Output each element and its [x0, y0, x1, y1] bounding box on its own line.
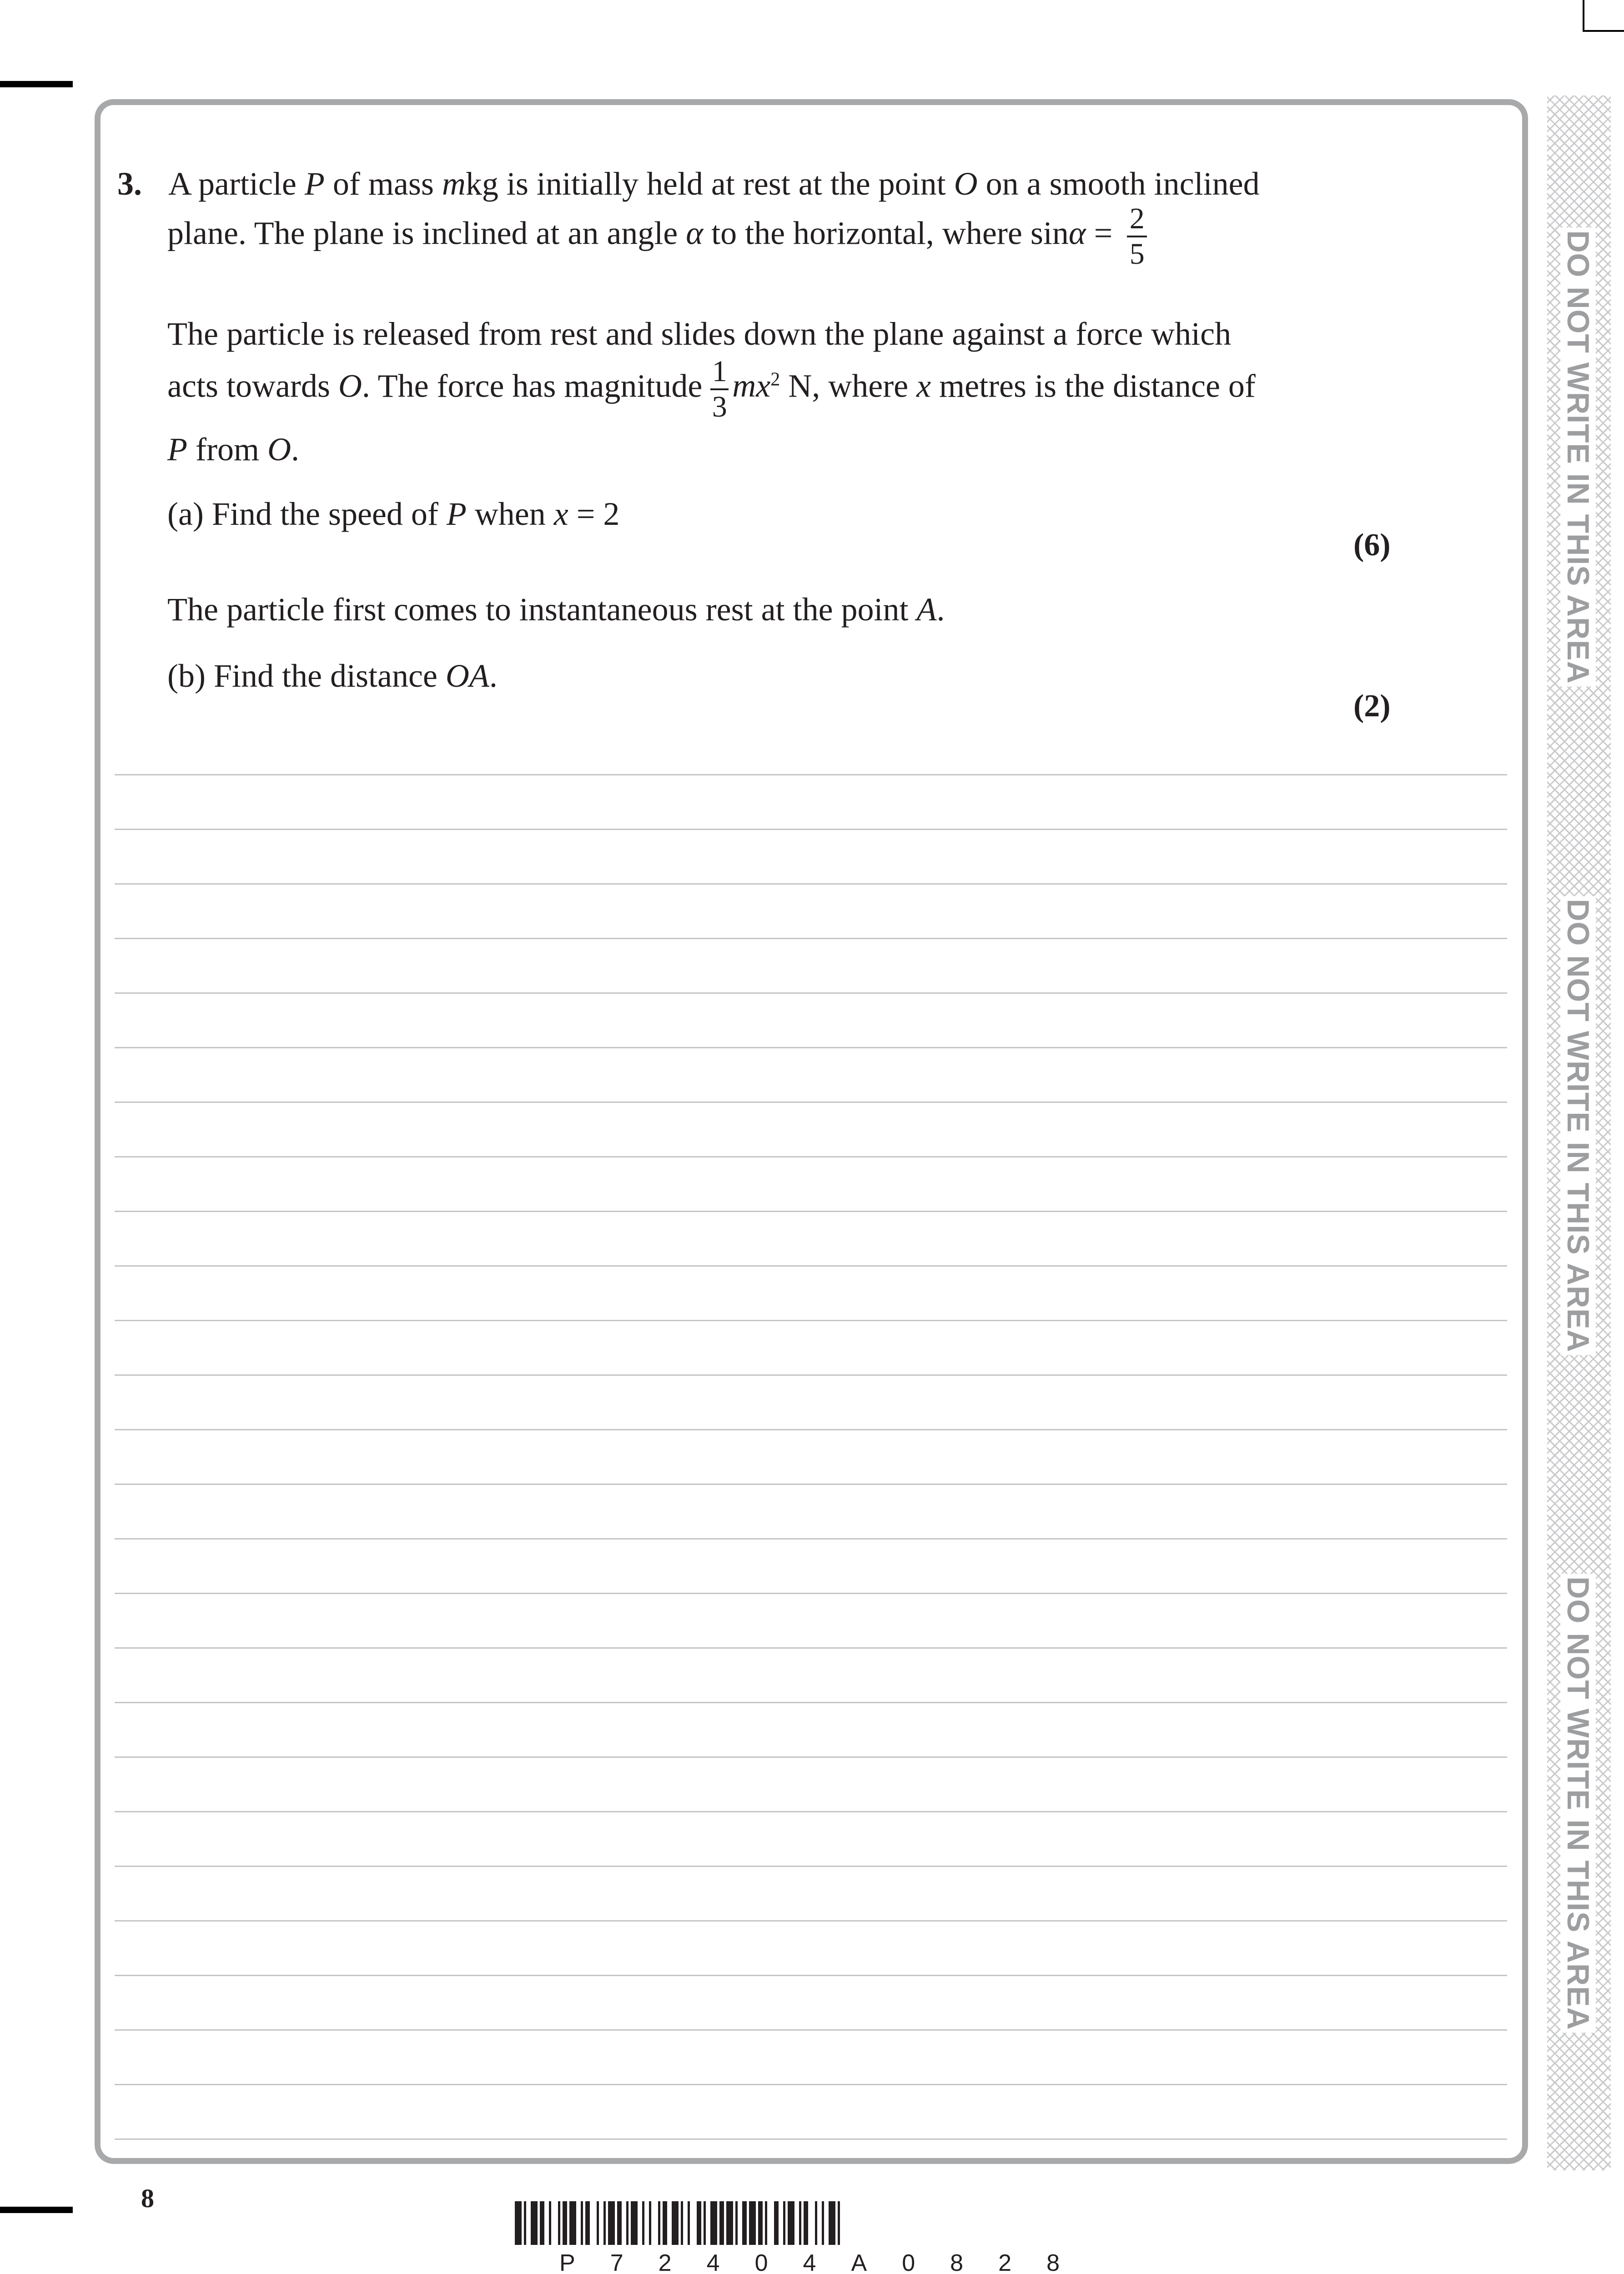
barcode [514, 2201, 1105, 2245]
answer-line[interactable] [115, 1756, 1507, 1758]
barcode-bar [681, 2201, 683, 2245]
barcode-bar [742, 2201, 747, 2245]
barcode-bar [658, 2201, 660, 2245]
question-line-4: acts towards O. The force has magnitude $\frac{1}{3}$ $mx^2$ N, where x metres is the distance of [167, 355, 1256, 423]
barcode-bar [799, 2201, 801, 2245]
page-number: 8 [141, 2183, 154, 2213]
barcode-bar [617, 2201, 622, 2245]
crop-mark-top-left [0, 81, 73, 87]
barcode-bar [569, 2201, 576, 2245]
answer-line[interactable] [115, 1429, 1507, 1430]
barcode-char: 8 [950, 2250, 964, 2274]
answer-line[interactable] [115, 1811, 1507, 1812]
answer-line[interactable] [115, 2138, 1507, 2140]
part-a: (a) Find the speed of P when x = 2 [167, 496, 620, 532]
fraction-sin-alpha: $\frac{2}{5}$ [1127, 202, 1147, 271]
barcode-bar [585, 2201, 590, 2245]
margin-warning-1: DO NOT WRITE IN THIS AREA [1560, 227, 1596, 686]
part-b: (b) Find the distance OA. [167, 658, 498, 694]
answer-line[interactable] [115, 774, 1507, 775]
barcode-bar [735, 2201, 738, 2245]
answer-line[interactable] [115, 1102, 1507, 1103]
question-line-1: 3. A particle P of mass mkg is initially held at rest at the point O on a smooth inclined [117, 166, 1260, 202]
barcode-bar [563, 2201, 567, 2245]
part-a-marks: (6) [1353, 528, 1391, 563]
question-number: 3. [117, 166, 142, 202]
barcode-char: 4 [706, 2250, 720, 2274]
part-b-marks: (2) [1353, 689, 1391, 724]
margin-warning-3: DO NOT WRITE IN THIS AREA [1560, 1574, 1596, 2033]
answer-line[interactable] [115, 1484, 1507, 1485]
answer-line[interactable] [115, 1866, 1507, 1867]
barcode-char: 4 [803, 2250, 816, 2274]
barcode-text [514, 2249, 1105, 2274]
barcode-bar [765, 2201, 767, 2245]
barcode-char: 8 [1046, 2250, 1060, 2274]
barcode-bar [749, 2201, 756, 2245]
question-line-7: The particle first comes to instantaneous rest at the point A. [167, 591, 945, 628]
crop-mark-top-right-v [1583, 0, 1584, 32]
barcode-char: 7 [610, 2250, 623, 2274]
barcode-bar [531, 2201, 538, 2245]
barcode-char: 0 [754, 2250, 768, 2274]
answer-line[interactable] [115, 2084, 1507, 2085]
crop-mark-top-right-h [1583, 30, 1624, 32]
barcode-bar [774, 2201, 779, 2245]
answer-line[interactable] [115, 1374, 1507, 1376]
barcode-bar [804, 2201, 808, 2245]
question-line-3: The particle is released from rest and slides down the plane against a force which [167, 316, 1232, 352]
barcode-bar [549, 2201, 551, 2245]
answer-line[interactable] [115, 1702, 1507, 1703]
answer-line[interactable] [115, 992, 1507, 994]
barcode-char: 2 [658, 2250, 672, 2274]
answer-line[interactable] [115, 1211, 1507, 1212]
barcode-bar [838, 2201, 840, 2245]
barcode-bar [815, 2201, 817, 2245]
barcode-bar [719, 2201, 724, 2245]
barcode-bar [515, 2201, 522, 2245]
answer-line[interactable] [115, 1320, 1507, 1321]
answer-line[interactable] [115, 1920, 1507, 1922]
margin-warning-2: DO NOT WRITE IN THIS AREA [1560, 896, 1596, 1355]
barcode-bar [603, 2201, 606, 2245]
barcode-bar [710, 2201, 717, 2245]
barcode-bar [631, 2201, 638, 2245]
barcode-bar [822, 2201, 824, 2245]
barcode-bar [697, 2201, 701, 2245]
answer-line[interactable] [115, 1975, 1507, 1976]
answer-line[interactable] [115, 1047, 1507, 1048]
barcode-bar [788, 2201, 794, 2245]
barcode-bar [649, 2201, 651, 2245]
fraction-one-third: $\frac{1}{3}$ [710, 355, 729, 424]
barcode-bar [726, 2201, 733, 2245]
barcode-bar [558, 2201, 560, 2245]
barcode-char: P [559, 2250, 575, 2274]
barcode-bar [829, 2201, 835, 2245]
barcode-bar [608, 2201, 615, 2245]
answer-line[interactable] [115, 938, 1507, 939]
answer-line[interactable] [115, 1156, 1507, 1157]
answer-line[interactable] [115, 2029, 1507, 2031]
answer-line[interactable] [115, 1593, 1507, 1594]
barcode-bar [540, 2201, 544, 2245]
barcode-bar [688, 2201, 690, 2245]
answer-line[interactable] [115, 1647, 1507, 1649]
barcode-bar [524, 2201, 526, 2245]
answer-line[interactable] [115, 1538, 1507, 1539]
barcode-bar [663, 2201, 667, 2245]
barcode-bar [581, 2201, 583, 2245]
question-line-5: P from O. [167, 431, 299, 468]
answer-line[interactable] [115, 1265, 1507, 1267]
barcode-bar [672, 2201, 679, 2245]
barcode-bar [626, 2201, 628, 2245]
barcode-char: A [851, 2250, 867, 2274]
question-line-2: plane. The plane is inclined at an angle α to the horizontal, where sinα = $\frac{2}{5}$ [167, 202, 1147, 271]
barcode-bar [704, 2201, 706, 2245]
answer-line[interactable] [115, 883, 1507, 885]
answer-line[interactable] [115, 829, 1507, 830]
barcode-bar [597, 2201, 599, 2245]
barcode-bar [783, 2201, 785, 2245]
crop-mark-bottom-left [0, 2207, 73, 2213]
barcode-bar [642, 2201, 644, 2245]
barcode-char: 0 [902, 2250, 915, 2274]
barcode-bar [758, 2201, 763, 2245]
barcode-char: 2 [998, 2250, 1012, 2274]
